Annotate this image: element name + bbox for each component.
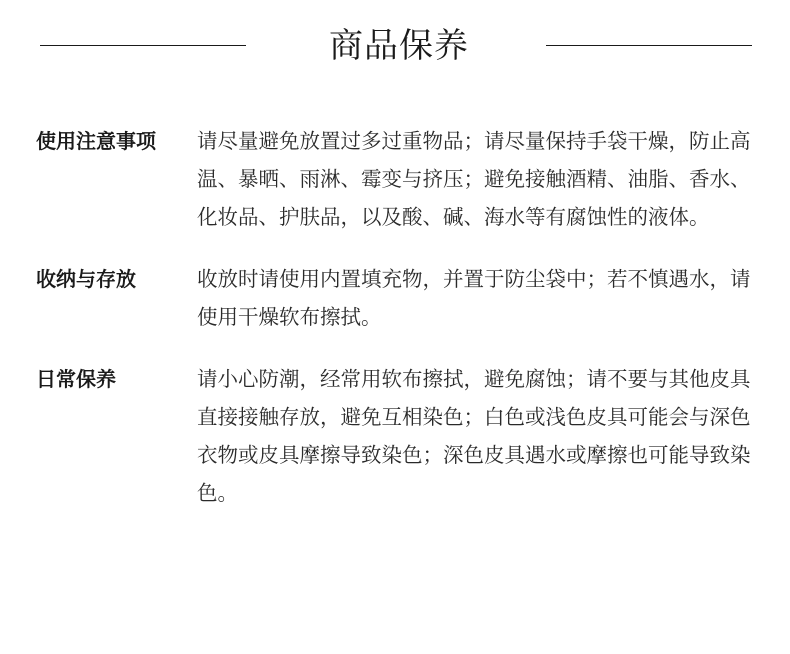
section-text: 请小心防潮，经常用软布擦拭，避免腐蚀；请不要与其他皮具直接接触存放，避免互相染色；白色或浅色皮具可能会与深色衣物或皮具摩擦导致染色；深色皮具遇水或摩擦也可能导致染色。	[197, 367, 751, 505]
page-header	[0, 18, 790, 74]
header-divider-right	[546, 45, 752, 46]
care-sections	[0, 122, 790, 536]
section-label: 收纳与存放	[36, 267, 136, 291]
section-daily-care	[0, 360, 790, 512]
section-text: 收放时请使用内置填充物，并置于防尘袋中；若不慎遇水，请使用干燥软布擦拭。	[197, 267, 751, 329]
section-usage-notes	[0, 122, 790, 236]
section-text: 请尽量避免放置过多过重物品；请尽量保持手袋干燥，防止高温、暴晒、雨淋、霉变与挤压；避免接触酒精、油脂、香水、化妆品、护肤品，以及酸、碱、海水等有腐蚀性的液体。	[197, 129, 751, 229]
section-label: 日常保养	[36, 367, 116, 391]
page-title: 商品保养	[329, 26, 469, 66]
section-storage	[0, 260, 790, 336]
section-label: 使用注意事项	[36, 129, 156, 153]
